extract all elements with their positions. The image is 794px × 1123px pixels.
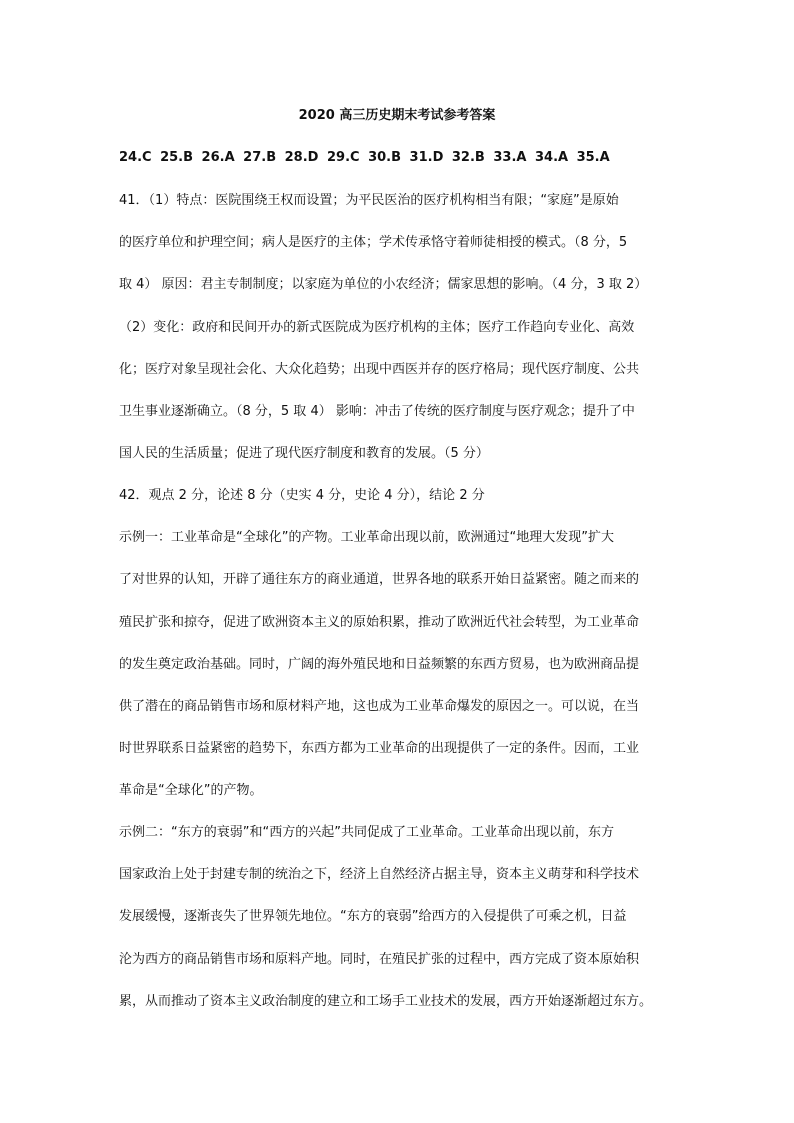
page-title: 2020 高三历史期末考试参考答案: [298, 108, 496, 123]
q42-example1-line-2: 了对世界的认知，开辟了通往东方的商业通道，世界各地的联系开始日益紧密。随之而来的: [119, 572, 640, 587]
q42-example2-line-5: 累，从而推动了资本主义政治制度的建立和工场手工业技术的发展，西方开始逐渐超过东方。: [119, 994, 653, 1009]
q42-example2-line-3: 发展缓慢，逐渐丧失了世界领先地位。“东方的衰弱”给西方的入侵提供了可乘之机，日益: [119, 909, 627, 924]
q42-example1-line-4: 的发生奠定政治基础。同时，广阔的海外殖民地和日益频繁的东西方贸易，也为欧洲商品提: [119, 657, 640, 672]
q42-scoring-header: 42．观点 2 分，论述 8 分（史实 4 分，史论 4 分），结论 2 分: [119, 488, 485, 503]
q41-line-4: （2）变化：政府和民间开办的新式医院成为医疗机构的主体；医疗工作趋向专业化、高效: [119, 320, 635, 335]
q41-line-1: 41．（1）特点：医院围绕王权而设置；为平民医治的医疗机构相当有限；“家庭”是原始: [119, 193, 619, 208]
q41-line-3: 取 4） 原因：君主专制制度；以家庭为单位的小农经济；儒家思想的影响。（4 分，3 取 2）: [119, 277, 648, 292]
q42-example2-line-1: 示例二：“东方的衰弱”和“西方的兴起”共同促成了工业革命。工业革命出现以前，东方: [119, 825, 614, 840]
q42-example1-line-3: 殖民扩张和掠夺，促进了欧洲资本主义的原始积累，推动了欧洲近代社会转型，为工业革命: [119, 615, 640, 630]
q42-example1-line-7: 革命是“全球化”的产物。: [119, 783, 263, 798]
q41-line-5: 化；医疗对象呈现社会化、大众化趋势；出现中西医并存的医疗格局；现代医疗制度、公共: [119, 362, 640, 377]
multiple-choice-answers: 24.C 25.B 26.A 27.B 28.D 29.C 30.B 31.D 32.B 33.A 34.A 35.A: [119, 150, 610, 165]
q41-line-7: 国人民的生活质量；促进了现代医疗制度和教育的发展。（5 分）: [119, 446, 489, 461]
q42-example2-line-2: 国家政治上处于封建专制的统治之下，经济上自然经济占据主导，资本主义萌芽和科学技术: [119, 867, 640, 882]
q41-line-2: 的医疗单位和护理空间；病人是医疗的主体；学术传承恪守着师徒相授的模式。（8 分，5: [119, 235, 628, 250]
q42-example1-line-5: 供了潜在的商品销售市场和原材料产地，这也成为工业革命爆发的原因之一。可以说，在当: [119, 699, 640, 714]
q42-example1-line-1: 示例一：工业革命是“全球化”的产物。工业革命出现以前，欧洲通过“地理大发现”扩大: [119, 530, 614, 545]
q41-line-6: 卫生事业逐渐确立。（8 分，5 取 4） 影响：冲击了传统的医疗制度与医疗观念；提升了中: [119, 404, 635, 419]
q42-example2-line-4: 沦为西方的商品销售市场和原料产地。同时，在殖民扩张的过程中，西方完成了资本原始积: [119, 952, 640, 967]
q42-example1-line-6: 时世界联系日益紧密的趋势下，东西方都为工业革命的出现提供了一定的条件。因而，工业: [119, 741, 640, 756]
